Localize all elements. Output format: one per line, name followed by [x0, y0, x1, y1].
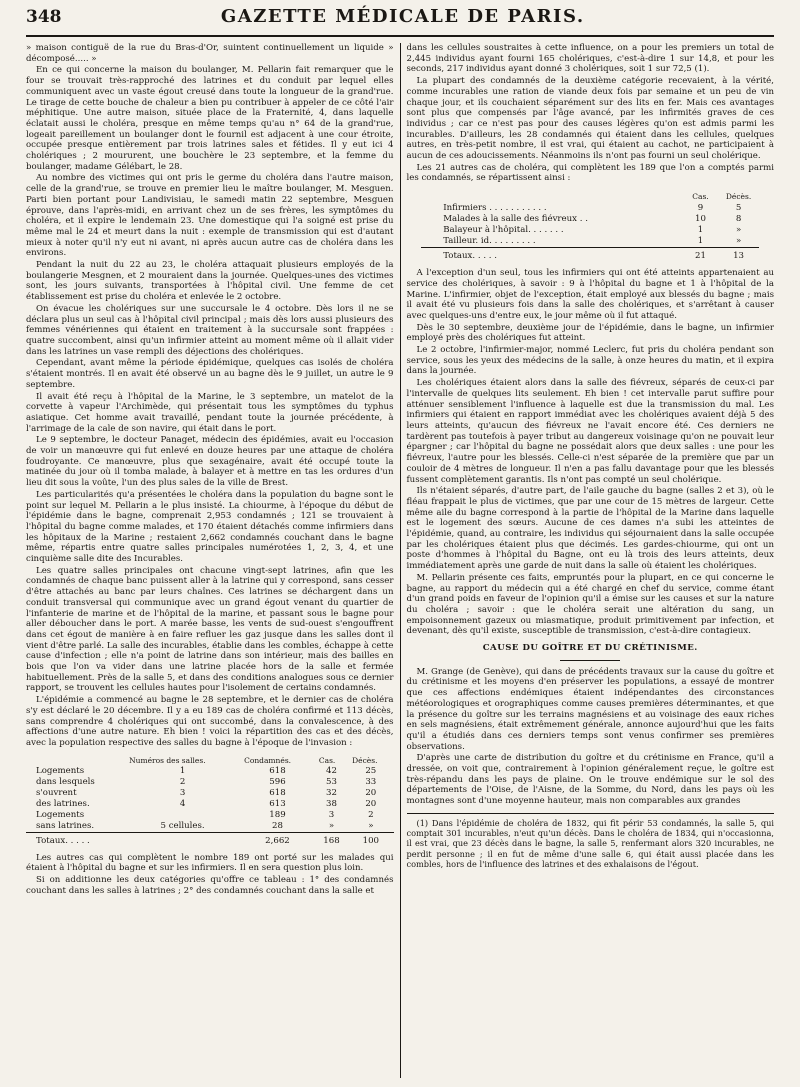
table-row [421, 236, 759, 248]
paragraph: Au nombre des victimes qui ont pris le germe du choléra dans l'autre maison, celle de la grand'rue, se trouve en premier lieu le maître boulanger, M. Mesguen. Parti bien portant pour Landivisiau, le samedi matin 22 septembre, Mesguen éprouve, dans l'après-midi, en arrivant chez un de ses frères, les symptômes du choléra, et il expire le lendemain 23. Une domestique qui l'a soigné est prise du même mal le 24 et meurt dans la nuit : exemple de transmission qui est d'autant mieux à noter qu'il n'y eut ni avant, ni après aucun autre cas de choléra dans les environs. [26, 173, 394, 259]
table-cell: 5 [735, 203, 742, 214]
paragraph: M. Pellarin présente ces faits, empruntés pour la plupart, en ce qui concerne le bagne, au rapport du médecin qui a été chargé en chef du service, comme étant d'un grand poids en faveur de l'opinion qu'il a émise sur les causes et sur la nature du choléra ; savoir : que le choléra serait une altération du sang, un empoisonnement gazeux ou miasmatique, produit primitivement par infection, et devenant, dès qu'il existe, susceptible de transmission, c'est-à-dire contagieux. [406, 572, 774, 637]
table-cell [125, 832, 240, 847]
paragraph: Cependant, avant même la période épidémique, quelques cas isolés de choléra s'étaient montrés. Il en avait été observé un au bagne dès le 9 juillet, un autre le 9 septembre. [26, 358, 394, 390]
table-cell: 25 [365, 765, 377, 776]
table-cell: 2,662 [240, 832, 315, 847]
paragraph: Ils n'étaient séparés, d'autre part, de l'aile gauche du bagne (salles 2 et 3), où le fléau frappait le plus de victimes, que par une cour de 15 mètres de largeur. Cette même aile du bagne correspond à la partie de l'hôpital de la Marine dans laquelle est le logement des sœurs. Aucune de ces dames n'a subi les atteintes de l'épidémie, quand, au contraire, les individus qui séjournaient dans la salle occupée par les cholériques étaient plus que décimés. Les gardes-chiourme, qui ont un poste d'hommes à l'hôpital du Bagne, ont eu là trois des leurs atteints, deux immédiatement après une garde de nuit dans la salle où étaient les cholériques. [406, 486, 774, 572]
table-cell: Balayeur à l'hôpital. . . . . . . [443, 225, 564, 236]
table-cell: 20 [365, 787, 377, 798]
table-cell [125, 810, 240, 821]
publication-title: GAZETTE MÉDICALE DE PARIS. [220, 6, 585, 27]
other-cases-table [421, 190, 759, 262]
table-cell: 3 [328, 809, 335, 820]
paragraph: Les autres cas qui complètent le nombre 189 ont porté sur les malades qui étaient à l'hôpital du bagne et sur les infirmiers. Il en sera question plus loin. [26, 852, 394, 874]
paragraph: » maison contiguë de la rue du Bras-d'Or, suintent continuellement un liquide » décomposé..... » [26, 43, 394, 64]
table-row [26, 821, 394, 833]
table-cell: s'ouvrent [36, 787, 77, 798]
table-cell: 3 [179, 787, 186, 798]
table-cell: 100 [348, 832, 393, 847]
table-total-row [421, 248, 759, 263]
table-cell: » [735, 236, 742, 247]
table-cell: 189 [269, 809, 286, 820]
table-cell: Totaux. . . . . [26, 832, 125, 847]
paragraph: L'épidémie a commencé au bagne le 28 septembre, et le dernier cas de choléra s'y est déclaré le 20 décembre. Il y a eu 189 cas de choléra confirmé et 113 décès, sans comprendre 4 cholériques qui ont succombé, dans la convalescence, à des affections d'une autre nature. Eh bien ! voici la répartition des cas et des décès, avec la population respective des salles du bagne à l'époque de l'invasion : [26, 695, 394, 748]
paragraph: Si on additionne les deux catégories qu'offre ce tableau : 1° des condamnés couchant dans les salles à latrines ; 2° des condamnés couchant dans la salle et [26, 875, 394, 896]
table-cell: Tailleur. id. . . . . . . . . [443, 236, 536, 247]
table-cell: 8 [735, 214, 742, 225]
table-cell: 1 [697, 236, 704, 247]
paragraph: dans les cellules soustraites à cette influence, on a pour les premiers un total de 2,445 individus ayant fourni 165 cholériques, c'est-à-dire 1 sur 14,8, et pour les seconds, 217 individus ayant donné 3 cholériques, soit 1 sur 72,5 (1). [406, 43, 774, 75]
table-cell: des latrines. [36, 798, 90, 809]
table-row [421, 214, 759, 225]
page-number: 348 [26, 7, 62, 27]
table-cell: 613 [269, 798, 286, 809]
paragraph: Il avait été reçu à l'hôpital de la Marine, le 3 septembre, un matelot de la corvette à vapeur l'Archimède, qui présentait tous les symptômes du typhus asiatique. Cet homme avait travaillé, pendant toute la journée précédente, à l'arrimage de la cale de son navire, qui était dans le port. [26, 391, 394, 434]
table-header: Cas. [318, 755, 336, 765]
paragraph: Les particularités qu'a présentées le choléra dans la population du bagne sont le point sur lequel M. Pellarin a le plus insisté. La chiourme, à l'époque du début de l'épidémie dans le bagne, comprenait 2,953 condamnés ; 121 se trouvaient à l'hôpital du bagne comme malades, et 170 étaient détachés comme infirmiers dans les hôpitaux de la Marine ; restaient 2,662 condamnés couchant dans le bagne même, répartis entre quatre salles principales numérotées 1, 2, 3, 4, et une cinquième salle dite des Incurables. [26, 489, 394, 565]
table-row [26, 777, 394, 788]
bagne-cases-table [26, 755, 394, 847]
table-row [421, 203, 759, 214]
paragraph: Les cholériques étaient alors dans la salle des fiévreux, séparés de ceux-ci par l'intervalle de quelques lits seulement. Eh bien ! cet intervalle parut suffire pour atténuer sensiblement l'influence à laquelle est due la transmission du mal. Les infirmiers qui étaient en rapport immédiat avec les cholériques avaient déjà 5 des leurs atteints, qu'aucun des fiévreux ne l'avait encore été. Ces derniers ne tardèrent pas toutefois à payer tribut au dangereux voisinage qu'on ne pouvait leur épargner ; car l'hôpital du bagne ne possédait alors que deux salles : une pour les fiévreux, l'autre pour les blessés. Celle-ci n'est séparée de la première que par un couloir de 4 mètres de longueur. Il n'en a pas fallu davantage pour que les blessés fussent complètement garantis. Ils n'ont pas compté un seul cholérique. [406, 378, 774, 485]
table-cell: Logements [36, 809, 85, 820]
paragraph: Les quatre salles principales ont chacune vingt-sept latrines, afin que les condamnés de chaque banc puissent aller à la latrine qui y correspond, sans cesser d'être attachés au banc par leurs chaînes. Ces latrines se déchargent dans un conduit transversal qui communique avec un grand égout venant du quartier de l'infanterie de marine et de l'hôpital de la marine, et passant sous le bagne pour aller déboucher dans le port. A marée basse, les vents de sud-ouest s'engouffrent dans cet égout de manière à en faire refluer les gaz jusque dans les salles dont il vient d'être parlé. La salle des incurables, établie dans les combles, échappe à cette cause d'infection ; elle n'a point de latrine dans son intérieur, mais des bailles en bois que l'on va vider dans une latrine placée hors de la salle et fermée habituellement. Près de la salle 5, et dans des conditions analogues sous ce dernier rapport, se trouvent les cellules hautes pour l'isolement de certains condamnés. [26, 565, 394, 694]
table-cell: 1 [179, 765, 186, 776]
paragraph: Le 2 octobre, l'infirmier-major, nommé Leclerc, fut pris du choléra pendant son service, sous les yeux des médecins de la salle, à onze heures du matin, et il expira dans la journée. [406, 345, 774, 377]
paragraph: Les 21 autres cas de choléra, qui complètent les 189 que l'on a comptés parmi les condamnés, se répartissent ainsi : [406, 162, 774, 184]
table-cell: » [368, 820, 374, 831]
table-cell: 28 [272, 820, 283, 831]
table-cell: » [328, 820, 335, 831]
table-row [26, 766, 394, 777]
table-cell: 32 [326, 787, 337, 798]
table-cell: 168 [315, 832, 348, 847]
table-cell: 2 [179, 776, 186, 787]
table-header: Décès. [725, 192, 752, 202]
table-cell: 4 [179, 798, 186, 809]
paragraph: Dès le 30 septembre, deuxième jour de l'épidémie, dans le bagne, un infirmier employé près des cholériques fut atteint. [406, 322, 774, 344]
table-cell: 42 [326, 765, 337, 776]
paragraph: A l'exception d'un seul, tous les infirmiers qui ont été atteints appartenaient au service des cholériques, à savoir : 9 à l'hôpital du bagne et 1 à l'hôpital de la Marine. L'infirmier, objet de l'exception, était employé aux blessés du bagne ; mais il avait été vu plusieurs fois dans la salle des cholériques, et s'arrêtant à causer avec quelques-uns d'entre eux, le jour même où il fut attaqué. [406, 268, 774, 321]
table-row [26, 810, 394, 821]
table-cell: sans latrines. [36, 820, 95, 831]
left-column [26, 43, 400, 1078]
table-cell: 21 [683, 248, 718, 263]
paragraph: D'après une carte de distribution du goître et du crétinisme en France, qu'il a dressée, on voit que, contrairement à l'opinion généralement reçue, le goître est très-répandu dans les pays de plaine. On le trouve endémique sur le sol des départements de l'Oise, de l'Aisne, de la Somme, du Nord, dans les pays où les montagnes sont d'une moyenne hauteur, mais non comparables aux grandes [406, 753, 774, 807]
table-row [421, 225, 759, 236]
footnote-text: (1) Dans l'épidémie de choléra de 1832, qui fit périr 53 condamnés, la salle 5, qui comptait 301 incurables, n'eut qu'un décès. Dans le choléra de 1834, qui n'occasionna, il est vrai, que 23 décès dans le bagne, la salle 5, renfermant alors 320 incurables, ne perdit personne ; il en fut de même d'une salle 6, qui était aussi placée dans les combles, hors de l'influence des latrines et des exhalaisons de l'égout. [406, 817, 774, 869]
table-cell: 2 [368, 809, 374, 820]
table-cell: 13 [718, 248, 759, 263]
table-row [26, 799, 394, 810]
table-cell: 5 cellules. [160, 820, 205, 831]
table-cell: 618 [269, 765, 286, 776]
table-header: Cas. [692, 192, 709, 202]
paragraph: Pendant la nuit du 22 au 23, le choléra attaquait plusieurs employés de la boulangerie Mesgnen, et 2 mouraient dans la journée. Quelques-unes des victimes sont, les jours suivants, transportées à l'hôpital civil. Une femme de cet établissement est prise du choléra et enlevée le 2 octobre. [26, 260, 394, 303]
table-header [421, 190, 683, 203]
table-cell: 20 [365, 798, 377, 809]
table-cell: dans lesquels [36, 776, 95, 787]
section-divider [560, 660, 620, 661]
table-cell: 38 [326, 798, 337, 809]
table-cell: Totaux. . . . . [421, 248, 683, 263]
table-cell: 1 [697, 225, 704, 236]
table-header: Numéros des salles. [129, 755, 206, 765]
table-row [26, 788, 394, 799]
paragraph: En ce qui concerne la maison du boulanger, M. Pellarin fait remarquer que le four se trouvait très-rapproché des latrines et du conduit par lequel elles communiquent avec un vaste égout creusé dans toute la longueur de la grand'rue. Le tirage de cette bouche de chaleur a bien pu contribuer à appeler de ce côté l'air méphitique. Une autre maison, située place de la Fraternité, 4, dans laquelle éclatait aussi le choléra, presque en même temps qu'au n° 64 de la grand'rue, logeait pareillement un boulanger dont le fournil est adjacent à une cour étroite, occupée presque entièrement par trois latrines sales et fétides. Il y eut ici 4 cholériques ; 2 moururent, une bouchère le 23 septembre, et la femme du boulanger, madame Gélébart, le 28. [26, 65, 394, 172]
right-column [400, 43, 775, 1078]
table-header: Décès. [352, 755, 378, 765]
two-column-body [26, 43, 774, 1078]
table-cell: 9 [697, 203, 704, 214]
table-cell: 596 [269, 776, 286, 787]
footnote [407, 813, 775, 869]
paragraph: La plupart des condamnés de la deuxième catégorie recevaient, à la vérité, comme incurables une ration de viande deux fois par semaine et un peu de vin chaque jour, et ils couchaient séparément sur des lits en fer. Mais ces avantages sont plus que compensés par l'âge avancé, par les infirmités graves de ces individus ; car ce n'est pas pour des causes légères qu'on est admis parmi les incurables. D'ailleurs, les 28 condamnés qui étaient dans les cellules, quelques autres, en très-petit nombre, il est vrai, qui étaient au cachot, ne participaient à aucun de ces adoucissements. Néanmoins ils n'ont pas fourni un seul cholérique. [406, 76, 774, 162]
table-cell: » [735, 225, 742, 236]
paragraph: M. Grange (de Genève), qui dans de précédents travaux sur la cause du goître et du crétinisme et les moyens d'en préserver les populations, a essayé de montrer que ces affections endémiques étaient indépendantes des circonstances météorologiques et orographiques comme causes premières déterminantes, et que la présence du goître sur les terrains magnésiens et au voisinage des eaux riches en sels magnésiens, était extrêmement générale, annonce aujourd'hui que les faits qu'il a étudiés dans ces derniers temps sont venus confirmer ses premières observations. [406, 666, 774, 752]
table-header [26, 755, 125, 766]
section-heading: CAUSE DU GOÎTRE ET DU CRÉTINISME. [482, 643, 698, 654]
table-header: Condamnés. [244, 755, 292, 765]
table-cell: 618 [269, 787, 286, 798]
table-cell: Logements [36, 765, 85, 776]
table-total-row [26, 832, 394, 847]
table-cell: Malades à la salle des fiévreux . . [443, 214, 588, 225]
table-cell: 53 [326, 776, 337, 787]
paragraph: On évacue les cholériques sur une succursale le 4 octobre. Dès lors il ne se déclara plus un seul cas à l'hôpital civil principal ; mais dès lors aussi plusieurs des femmes vénériennes qui étaient en traitement à la succursale sont frappées : quatre succombent, ainsi qu'un infirmier atteint au moment même où il allait vider dans les latrines un vase rempli des déjections des cholériques. [26, 303, 394, 357]
paragraph: Le 9 septembre, le docteur Panaget, médecin des épidémies, avait eu l'occasion de voir un manœuvre qui fut enlevé en douze heures par une attaque de choléra foudroyante. Ce manœuvre, plus que sexagénaire, avait été occupé toute la matinée du jour où il tomba malade, à balayer et à mettre en tas les ordures d'un lieu dit sous la voûte, l'un des plus sales de la ville de Brest. [26, 435, 394, 489]
table-cell: Infirmiers . . . . . . . . . . . [443, 203, 547, 214]
table-cell: 10 [694, 214, 706, 225]
page-header [26, 6, 774, 37]
table-cell: 33 [365, 776, 377, 787]
